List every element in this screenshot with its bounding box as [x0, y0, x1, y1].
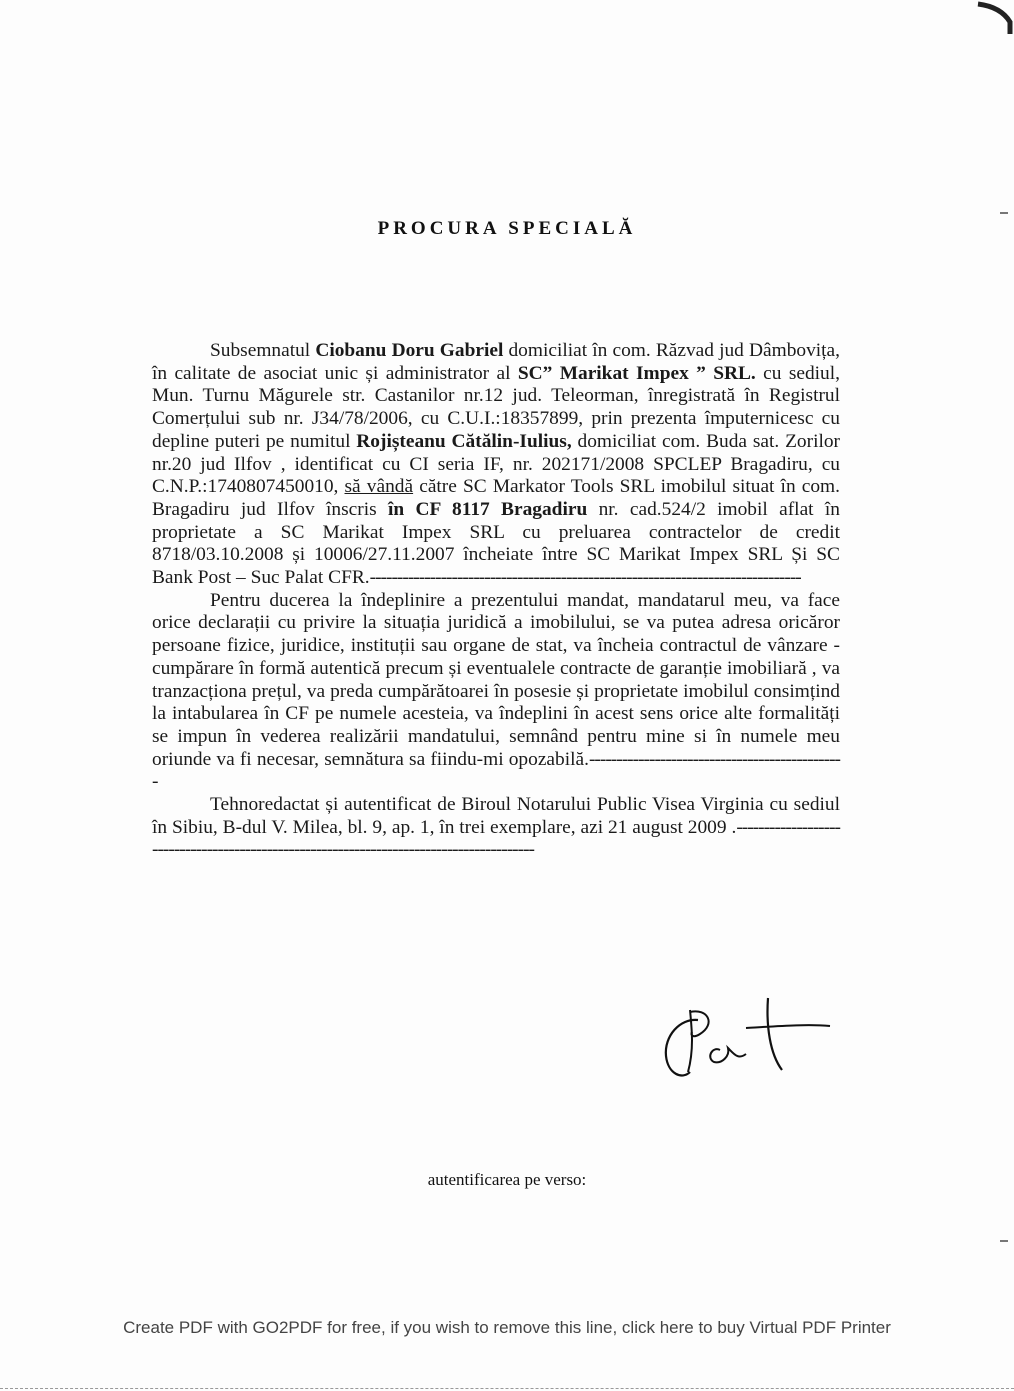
page-corner-fold-mark — [974, 0, 1014, 40]
dash-filler: ----------------------------------------------------------------------------------------- — [152, 816, 840, 861]
dash-filler: ----------------------------------------------- — [152, 748, 840, 793]
paragraph-powers — [152, 590, 840, 794]
paragraph-notary — [152, 794, 840, 862]
text-span: Subsemnatul — [210, 340, 316, 361]
scan-edge-mark — [1000, 212, 1008, 214]
verso-note: autentificarea pe verso: — [427, 1170, 587, 1189]
document-title: PROCURA SPECIALĂ — [377, 218, 637, 239]
paragraph-mandate — [152, 340, 840, 590]
document-body — [152, 340, 840, 862]
scan-edge-mark — [1000, 1240, 1008, 1242]
pdf-watermark-link[interactable]: Create PDF with GO2PDF for free, if you wish to remove this line, click here to buy Virtual PDF Printer — [123, 1318, 891, 1337]
text-span: Pentru ducerea la îndeplinire a prezentului mandat, mandatarul meu, va face orice declarații cu privire la situația juridică a imobilului, se va putea adresa oricăror persoane fizice, juridice, instituții sau organe de stat, va încheia contractul de vânzare - cumpărare în formă autentică precum și eventualele contracte de garanție imobiliară , va tranzacționa prețul, va preda cumpărătoarei în posesie și proprietate imobilul consimțind la intabularea în CF pe numele acesteia, va îndeplini în acest sens orice alte formalități se impun în vederea realizării mandatului, semnând pentru mine si în numele meu oriunde va fi necesar, semnătura sa fiindu-mi opozabilă. — [152, 589, 840, 770]
text-span: nr. cad.524/2 imobil aflat în proprietate a SC Marikat Impex SRL cu preluarea contractelor de credit 8718/03.10.2008 și 10006/27.11.2007 încheiate între SC Marikat Impex SRL Și SC Bank Post – Suc Palat CFR. — [152, 498, 840, 589]
text-span: domiciliat com. Buda sat. Zorilor nr.20 jud Ilfov , identificat cu CI seria IF, nr. 202171/2008 SPCLEP Bragadiru, cu C.N.P.:1740807450010, — [152, 430, 840, 498]
dash-filler: ------------------------------------------------------------------------------- — [369, 567, 801, 589]
bottom-rule — [0, 1388, 1014, 1389]
principal-name: Ciobanu Doru Gabriel — [315, 340, 504, 361]
cf-reference: în CF 8117 Bragadiru — [388, 498, 588, 520]
underlined-action: să vândă — [344, 476, 414, 498]
handwritten-signature — [650, 990, 840, 1090]
text-span: Tehnoredactat și autentificat de Biroul Notarului Public Visea Virginia cu sediul în Sibiu, B-dul V. Milea, bl. 9, ap. 1, în trei exemplare, azi 21 august 2009 . — [152, 794, 840, 838]
text-span: către SC Markator Tools SRL imobilul situat în com. Bragadiru jud Ilfov înscris — [152, 476, 840, 520]
text-span: domiciliat în com. Răzvad jud Dâmbovița, în calitate de asociat unic și administrator al — [152, 340, 841, 384]
text-span: cu sediul, Mun. Turnu Măgurele str. Castanilor nr.12 jud. Teleorman, înregistrată în Registrul Comerțului sub nr. J34/78/2006, cu C.U.I.:18357899, prin prezenta împuternicesc cu depline puteri pe numitul — [152, 362, 840, 452]
company-name: SC” Marikat Impex ” SRL. — [517, 362, 756, 384]
agent-name: Rojișteanu Cătălin-Iulius, — [356, 430, 572, 452]
